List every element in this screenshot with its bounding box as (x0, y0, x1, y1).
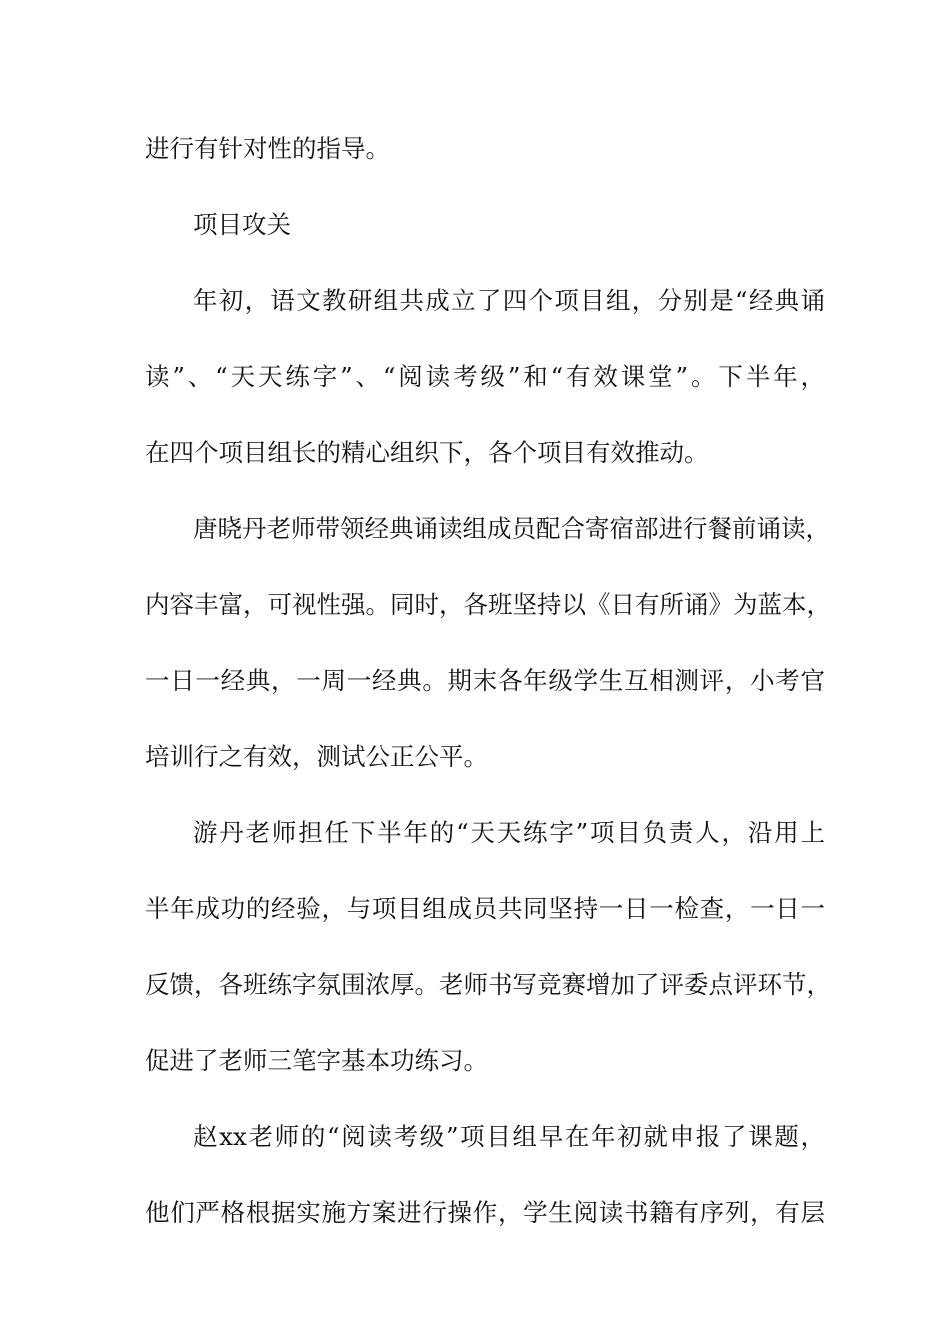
section-heading: 项目攻关 (193, 210, 291, 239)
text-line: 读”、“天天练字”、“阅读考级”和“有效课堂”。下半年， (145, 362, 825, 391)
text-line: 赵xx老师的“阅读考级”项目组早在年初就申报了课题， (193, 1122, 825, 1151)
text-line: 内容丰富，可视性强。同时，各班坚持以《日有所诵》为蓝本， (145, 590, 831, 619)
text-line: 促进了老师三笔字基本功练习。 (145, 1046, 488, 1075)
text-line: 培训行之有效，测试公正公平。 (145, 742, 488, 771)
text-line: 唐晓丹老师带领经典诵读组成员配合寄宿部进行餐前诵读， (193, 514, 830, 543)
text-line: 游丹老师担任下半年的“天天练字”项目负责人，沿用上 (193, 818, 825, 847)
text-line: 一日一经典，一周一经典。期末各年级学生互相测评，小考官 (145, 666, 825, 695)
text-line: 年初，语文教研组共成立了四个项目组，分别是“经典诵 (193, 286, 825, 315)
text-line: 半年成功的经验，与项目组成员共同坚持一日一检查，一日一 (145, 894, 825, 923)
text-line: 在四个项目组长的精心组织下，各个项目有效推动。 (145, 438, 709, 467)
text-line: 反馈，各班练字氛围浓厚。老师书写竞赛增加了评委点评环节， (145, 970, 831, 999)
text-line: 他们严格根据实施方案进行操作，学生阅读书籍有序列，有层 (145, 1198, 825, 1227)
text-line: 进行有针对性的指导。 (145, 134, 390, 163)
